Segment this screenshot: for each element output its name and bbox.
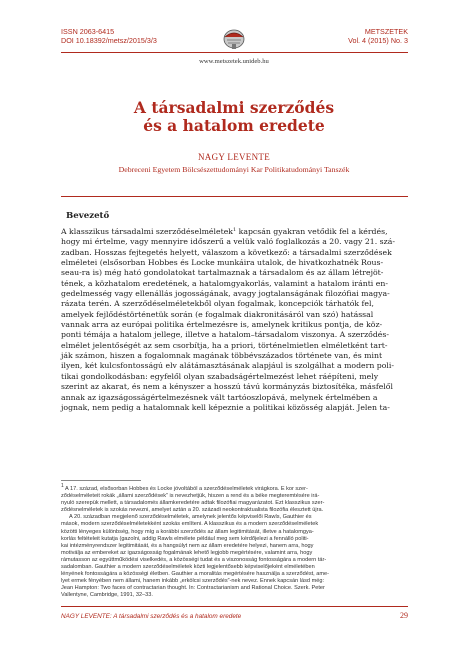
footnote-rule xyxy=(61,480,141,481)
footnote-line: ződéselméleteit rokák „állami szerződések” is nevezhetjük, hiszen a rend és a béke megteremtésére irá- xyxy=(61,493,320,500)
body-line: vannak arra az európai politika értelmezésre is, amelynek kritikus pontja, de köz- xyxy=(61,320,383,330)
body-line: gedelmesség vagy ellenállás jogosságának, avagy jogtalanságának filozófiai magya- xyxy=(61,289,390,299)
footnote-line: Jean Hampton: Two faces of contractarian thought. In: Contractarianism and Rational Choice. Szerk. Peter xyxy=(61,585,325,592)
footnote-ref[interactable]: 1 xyxy=(232,227,237,233)
journal-name: METSZETEK xyxy=(364,27,408,36)
body-line: ilyen, két kulcsfontosságú elv alátámasztásának alapjául is szolgálhat a modern poli- xyxy=(61,361,394,371)
footnote-line: lyet ermek fényében nem állami, hanem inkább „erkölcsi szerződés”-nek nevez. Ennek kapcsán lásd még: xyxy=(61,578,325,585)
article-title: A társadalmi szerződés és a hatalom eredete xyxy=(133,98,335,135)
body-line: zadban. Hosszas fejtegetés helyett, válaszom a következő: a társadalmi szerződések xyxy=(61,247,392,257)
article-author: NAGY LEVENTE xyxy=(197,152,270,162)
doi: DOI 10.18392/metsz/2015/3/3 xyxy=(61,36,157,45)
footnote-line: $^1$ A 17. század, elsősorban Hobbes és Locke jóvoltából a szerződéselméletek virágkora. E kor szer- xyxy=(61,483,308,492)
footnote-line: közötti lényeges különbség, hogy míg a korábbi szerződés az állam legitimitását, illetve a hatalomgya- xyxy=(61,528,314,535)
journal-logo-icon xyxy=(221,25,247,51)
body-line: tikai gondolkodásban: egyfelől olyan szabadságértelmezést lehet ráépíteni, mely xyxy=(61,371,379,381)
body-text xyxy=(61,227,408,413)
footnotes xyxy=(61,483,408,600)
body-line: seau-ra is) még ható gondolatokat tartalmaznak a társadalom és az állam létrejöt- xyxy=(61,268,384,278)
section-heading: Bevezető xyxy=(66,211,110,221)
footnote-line: nyuló szerepük mellett, a társadalomés államkeredetére adtak filozófiai magyarázatot. Ezt klasszikus szer- xyxy=(61,500,325,507)
footnote-line: motiválja az embereket az igazságosság fogalmának lehető legjobb megértésére, valamint arra, hogy xyxy=(61,549,313,556)
footnote-line: sadalomban. Gauthier a modern szerződéselméletek közti legjelentősebb képviselőjeként elméletében xyxy=(61,564,315,571)
body-line: amelyek fejlődéstörténetük során (e fogalmak diakronitásáról van szó) hatással xyxy=(61,309,374,319)
issn: ISSN 2063-6415 xyxy=(61,27,115,36)
journal-id-left xyxy=(61,27,157,45)
footnote-line: mások, modern szerződéselméletekként szokás említeni. A klasszikus és a modern szerződéselméletek xyxy=(61,521,319,528)
title-rule xyxy=(61,196,408,197)
footer-rule xyxy=(61,606,408,607)
body-line: elméletei (elsősorban Hobbes és Locke munkáira utalok, de hivatkozhatnék Rous- xyxy=(61,258,384,268)
body-line: rázata terén. A szerződéselméletekből olyan fogalmak, koncepciók tárhatók fel, xyxy=(61,299,374,309)
footnote-line: kai intézményrendszer legitimitását, és a hangsúlyt nem az állam eredetére helyezi, hanem arra, hogy xyxy=(61,542,314,549)
footnote-line: A 20. században megjelenő szerződéselméletek, amelynek jelentős képviselői Rawls, Gauthier és xyxy=(69,514,312,521)
journal-url[interactable]: www.metszetek.unideb.hu xyxy=(199,58,269,65)
footnote-line: rámutasson az együttműködési viselkedés, a közösségi tudat és a viszonosság fontosságára a modern tár- xyxy=(61,556,327,563)
body-line: A klasszikus társadalmi szerződéselméletek$^1$ kapcsán gyakran vetődik fel a kérdés, xyxy=(61,227,388,236)
footnote-line: lényének fontosságára a közösségi életben. Gauthier a moralitás megértésére használja a szerződést, ame- xyxy=(61,571,330,578)
author-affiliation: Debreceni Egyetem Bölcsészettudományi Kar Politikatudományi Tanszék xyxy=(118,165,350,174)
body-line: elmélet jelentőségét az sem csorbítja, ha a priori, történelmietlen elméletként tart- xyxy=(61,340,388,350)
volume-issue: Vol. 4 (2015) No. 3 xyxy=(348,36,408,45)
header-rule xyxy=(61,52,408,53)
body-line: tének, a közhatalom eredetének, a hatalomgyakorlás, valamint a hatalom iránti en- xyxy=(61,278,388,288)
body-line: szerint az akarat, és nem a kényszer a hosszú távú kormányzás biztosítéka, másfelől xyxy=(61,382,393,392)
body-line: jognak, nem pedig a hatalomnak kell képeznie a politikai közösség alapját. Jelen ta- xyxy=(61,402,390,412)
page-number: 29 xyxy=(400,611,408,620)
footnote-line: korlás feltételeit kutatja (gazolni, addig Rawls elmélete például meg sem kérdőjelezi a fennálló politi- xyxy=(61,535,309,542)
running-head: NAGY LEVENTE: A társadalmi szerződés és a hatalom eredete xyxy=(61,613,242,620)
footnote-line: ződésnelméletek is szokás nevezni, amelyet aztán a 20. századi neokontraktualista filozófia élesztett újra. xyxy=(61,507,324,514)
body-line: hogy mi értelme, vagy mennyire időszerű a velük való foglalkozás a 20. vagy 21. szá- xyxy=(61,237,395,247)
journal-id-right xyxy=(348,27,408,45)
footnote-line: Vallentyne, Cambridge, 1991, 32–33. xyxy=(61,592,153,599)
body-line: annak az igazságosságértelmezésnek vált tartóoszlopává, melynek értelmében a xyxy=(61,392,378,402)
body-line: ják számon, hiszen a fogalomnak magának többévszázados története van, és mint xyxy=(61,351,383,361)
body-line: ponti témája a hatalom jellege, illetve a hatalom–társadalom viszonya. A szerződés- xyxy=(61,330,389,340)
